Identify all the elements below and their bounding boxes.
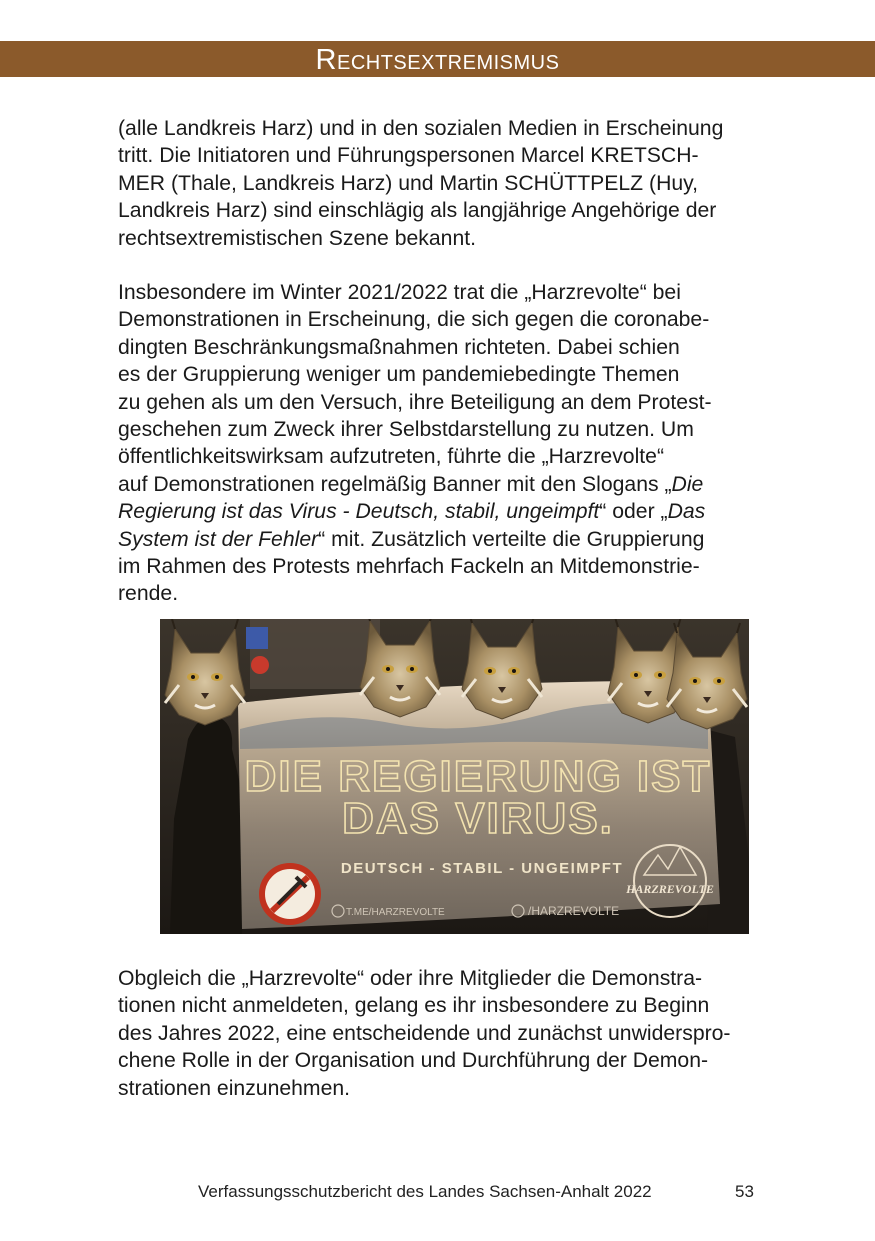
text-line: es der Gruppierung weniger um pandemiebedingte Themen xyxy=(118,363,680,387)
text-line: tionen nicht anmeldeten, gelang es ihr insbesondere zu Beginn xyxy=(118,994,710,1018)
text-line: tritt. Die Initiatoren und Führungspersonen Marcel KRETSCH- xyxy=(118,144,699,168)
text-line: MER (Thale, Landkreis Harz) und Martin SCHÜTTPELZ (Huy, xyxy=(118,171,699,195)
street-sign xyxy=(246,627,268,649)
slogan-text: Die xyxy=(671,472,704,496)
slogan-text: System ist der Fehler xyxy=(118,527,319,551)
paragraph-2 xyxy=(118,279,758,608)
text-line: Insbesondere im Winter 2021/2022 trat die „Harzrevolte“ bei xyxy=(118,281,681,304)
banner-instagram-handle: /HARZREVOLTE xyxy=(528,904,620,918)
paragraph-3 xyxy=(118,965,758,1102)
banner-photo-drawing xyxy=(160,619,749,934)
slogan-text: Das xyxy=(667,500,706,524)
building-wall xyxy=(250,619,380,689)
banner-photo xyxy=(160,619,749,934)
text-line: Landkreis Harz) sind einschlägig als langjährige Angehörige der xyxy=(118,199,717,223)
text-line: rende. xyxy=(118,582,179,606)
text-run: “ mit. Zusätzlich verteilte die Gruppierung xyxy=(318,527,705,551)
banner-slogan: DEUTSCH - STABIL - UNGEIMPFT xyxy=(340,860,624,877)
traffic-sign xyxy=(251,656,269,674)
harzrevolte-logo-text: HARZREVOLTE xyxy=(626,882,714,896)
text-line: Demonstrationen in Erscheinung, die sich gegen die coronabe- xyxy=(118,308,710,332)
text-run: auf Demonstrationen regelmäßig Banner mit den Slogans „ xyxy=(118,472,672,496)
text-line xyxy=(118,498,758,525)
slogan-text: Regierung ist das Virus - Deutsch, stabil, ungeimpft xyxy=(118,500,600,524)
text-line xyxy=(118,526,758,553)
banner-headline-line1: DIE REGIERUNG IST xyxy=(244,752,712,801)
text-line xyxy=(118,471,758,498)
text-line: Obgleich die „Harzrevolte“ oder ihre Mitglieder die Demonstra- xyxy=(118,967,703,990)
text-line: im Rahmen des Protests mehrfach Fackeln an Mitdemonstrie- xyxy=(118,555,700,579)
text-line: dingten Beschränkungsmaßnahmen richteten. Dabei schien xyxy=(118,335,680,359)
paragraph-1 xyxy=(118,115,758,252)
text-line: zu gehen als um den Versuch, ihre Beteiligung an dem Protest- xyxy=(118,390,712,414)
text-line: öffentlichkeitswirksam aufzutreten, führte die „Harzrevolte“ xyxy=(118,445,665,469)
banner-headline-line2: DAS VIRUS. xyxy=(342,794,614,843)
text-line: des Jahres 2022, eine entscheidende und zunächst unwiderspro- xyxy=(118,1021,731,1045)
text-line: geschehen zum Zweck ihrer Selbstdarstellung zu nutzen. Um xyxy=(118,418,694,442)
text-line: strationen einzunehmen. xyxy=(118,1076,351,1100)
text-line: rechtsextremistischen Szene bekannt. xyxy=(118,226,477,250)
no-vaccine-sign-icon xyxy=(262,866,318,922)
section-header-bar xyxy=(0,41,875,77)
text-run: “ oder „ xyxy=(599,500,668,524)
text-line: (alle Landkreis Harz) und in den sozialen Medien in Erscheinung xyxy=(118,117,724,140)
banner-telegram-handle: T.ME/HARZREVOLTE xyxy=(346,907,445,918)
page-number: 53 xyxy=(735,1182,754,1201)
footer-report-title: Verfassungsschutzbericht des Landes Sachsen-Anhalt 2022 xyxy=(198,1182,652,1201)
text-line: chene Rolle in der Organisation und Durchführung der Demon- xyxy=(118,1049,709,1073)
section-title: Rechtsextremismus xyxy=(315,44,560,76)
